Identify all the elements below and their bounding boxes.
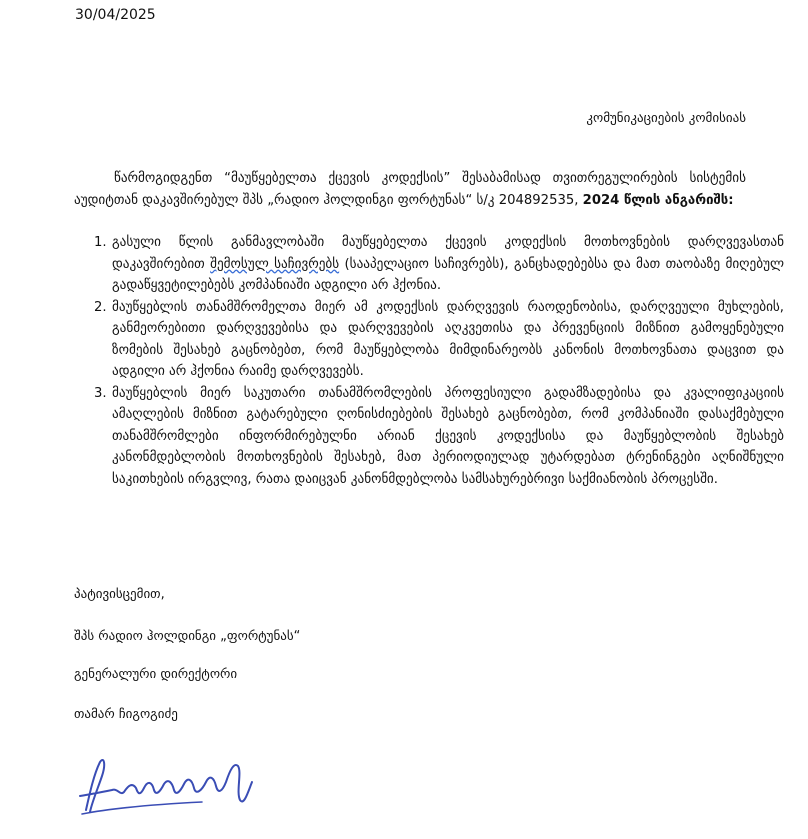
list-item-number: 3.: [94, 385, 107, 401]
report-points-list: [74, 232, 784, 490]
list-item: [94, 383, 784, 491]
closing-company: შპს რადიო ჰოლდინგი „ფორტუნას“: [74, 629, 301, 644]
handwritten-signature: [72, 752, 272, 822]
list-item-text-end: (სააპელაციო საჩივრებს), განცხადებებსა და მათ თაობაზე მიღებულ გადაწყვეტილებებს კომპანიაში ადგილი არ ჰქონია.: [112, 256, 784, 293]
closing-salutation: პატივისცემით,: [74, 587, 165, 602]
list-item-number: 2.: [94, 299, 107, 315]
list-item: [94, 232, 784, 297]
list-item-text: მაუწყებლის მიერ საკუთარი თანამშრომლების პროფესიული გადამზადებისა და კვალიფიკაციის ამაღლების მიზნით გატარებული ღონისძიებების შესახებ გაცნობებთ, რომ კომპანიაში დასაქმებული თანამშრომლები ინფორმირებულნი არიან ქცევის კოდექსისა და მაუწყებლობის შესახებ კანონმდებლობის მოთხოვნების შესახებ, მათ პერიოდიულად უტარდებათ ტრენინგები აღნიშნული საკითხების ირგვლივ, რათა დაიცვან კანონმდებლობა სამსახურებრივი საქმიანობის პროცესში.: [112, 385, 784, 487]
letter-date: 30/04/2025: [75, 7, 156, 23]
intro-bold-text: 2024 წლის ანგარიშს:: [582, 193, 734, 208]
list-item: [94, 297, 784, 383]
intro-text: წარმოგიდგენთ “მაუწყებელთა ქცევის კოდექსის” შესაბამისად თვითრეგულირების სისტემის აუდიტთან დაკავშირებულ შპს „რადიო ჰოლდინგი ფორტუნას“ ს/კ 204892535,: [74, 171, 746, 208]
intro-paragraph: [74, 168, 746, 212]
closing-name: თამარ ჩიგოგიძე: [74, 707, 178, 722]
closing-position: გენერალური დირექტორი: [74, 667, 238, 682]
recipient-line: კომუნიკაციების კომისიას: [586, 111, 746, 126]
list-item-text: მაუწყებლის თანამშრომელთა მიერ ამ კოდექსის დარღვევის რაოდენობისა, დარღვეული მუხლების, განმეორებითი დარღვევებისა და დარღვევების აღკვეთისა და პრევენციის მიზნით გამოყენებული ზომების შესახებ გაცნობებთ, რომ მაუწყებლობა მიმდინარეობს კანონის მოთხოვნათა დაცვით და ადგილი არ ჰქონია რაიმე დარღვევებს.: [112, 299, 784, 379]
list-item-number: 1.: [94, 235, 107, 250]
list-item-text: გასული წლის განმავლობაში მაუწყებელთა ქცევის კოდექსის მოთხოვნების დარღვევასთან დაკავშირებით: [112, 235, 784, 272]
spellcheck-marked-text: შემოსულ საჩივრებს: [210, 256, 340, 272]
